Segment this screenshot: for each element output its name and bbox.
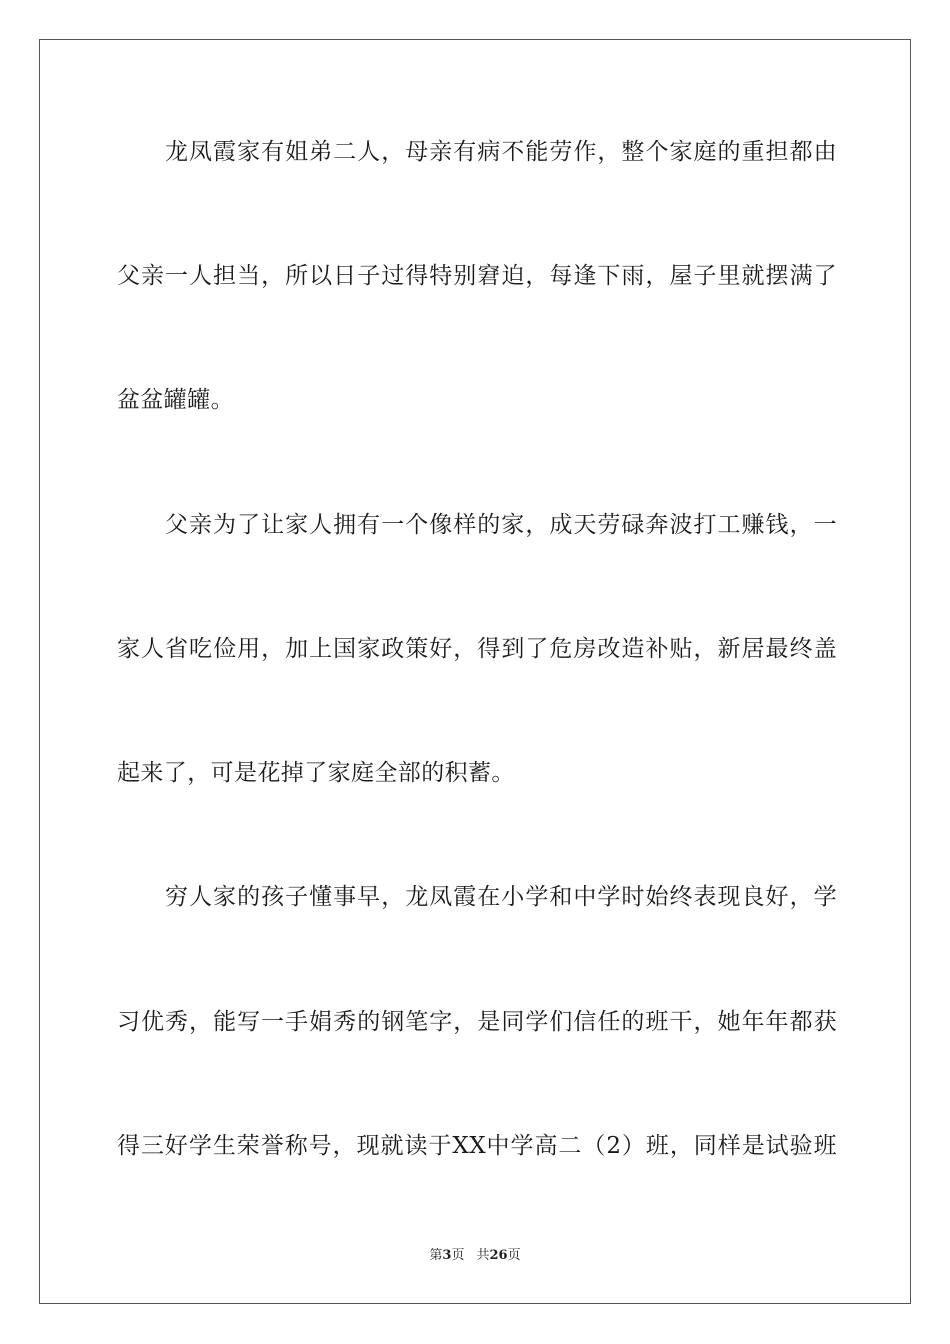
- total-suffix: 页: [507, 1248, 521, 1263]
- paragraph-1-line-1: 龙凤霞家有姐弟二人，母亲有病不能劳作，整个家庭的重担都由: [165, 139, 837, 165]
- paragraph-1-line-2: 父亲一人担当，所以日子过得特别窘迫，每逢下雨，屋子里就摆满了: [117, 263, 837, 289]
- paragraph-3-line-3: 得三好学生荣誉称号，现就读于XX中学高二（2）班，同样是试验班: [117, 1133, 837, 1159]
- total-pages: 26: [489, 1248, 508, 1263]
- paragraph-1-line-3: 盆盆罐罐。: [117, 387, 234, 413]
- total-prefix: 共: [476, 1248, 490, 1263]
- paragraph-3-line-2: 习优秀，能写一手娟秀的钢笔字，是同学们信任的班干，她年年都获: [117, 1009, 837, 1035]
- paragraph-2-line-3: 起来了，可是花掉了家庭全部的积蓄。: [117, 760, 515, 786]
- page-number: 3: [442, 1248, 452, 1263]
- page-footer: [0, 1248, 950, 1264]
- page-prefix: 第: [429, 1248, 443, 1263]
- page-frame: [39, 39, 911, 1304]
- paragraph-3-line-1: 穷人家的孩子懂事早，龙凤霞在小学和中学时始终表现良好，学: [165, 884, 837, 910]
- page-suffix: 页: [451, 1248, 465, 1263]
- paragraph-2-line-2: 家人省吃俭用，加上国家政策好，得到了危房改造补贴，新居最终盖: [117, 636, 837, 662]
- paragraph-2-line-1: 父亲为了让家人拥有一个像样的家，成天劳碌奔波打工赚钱，一: [165, 512, 837, 538]
